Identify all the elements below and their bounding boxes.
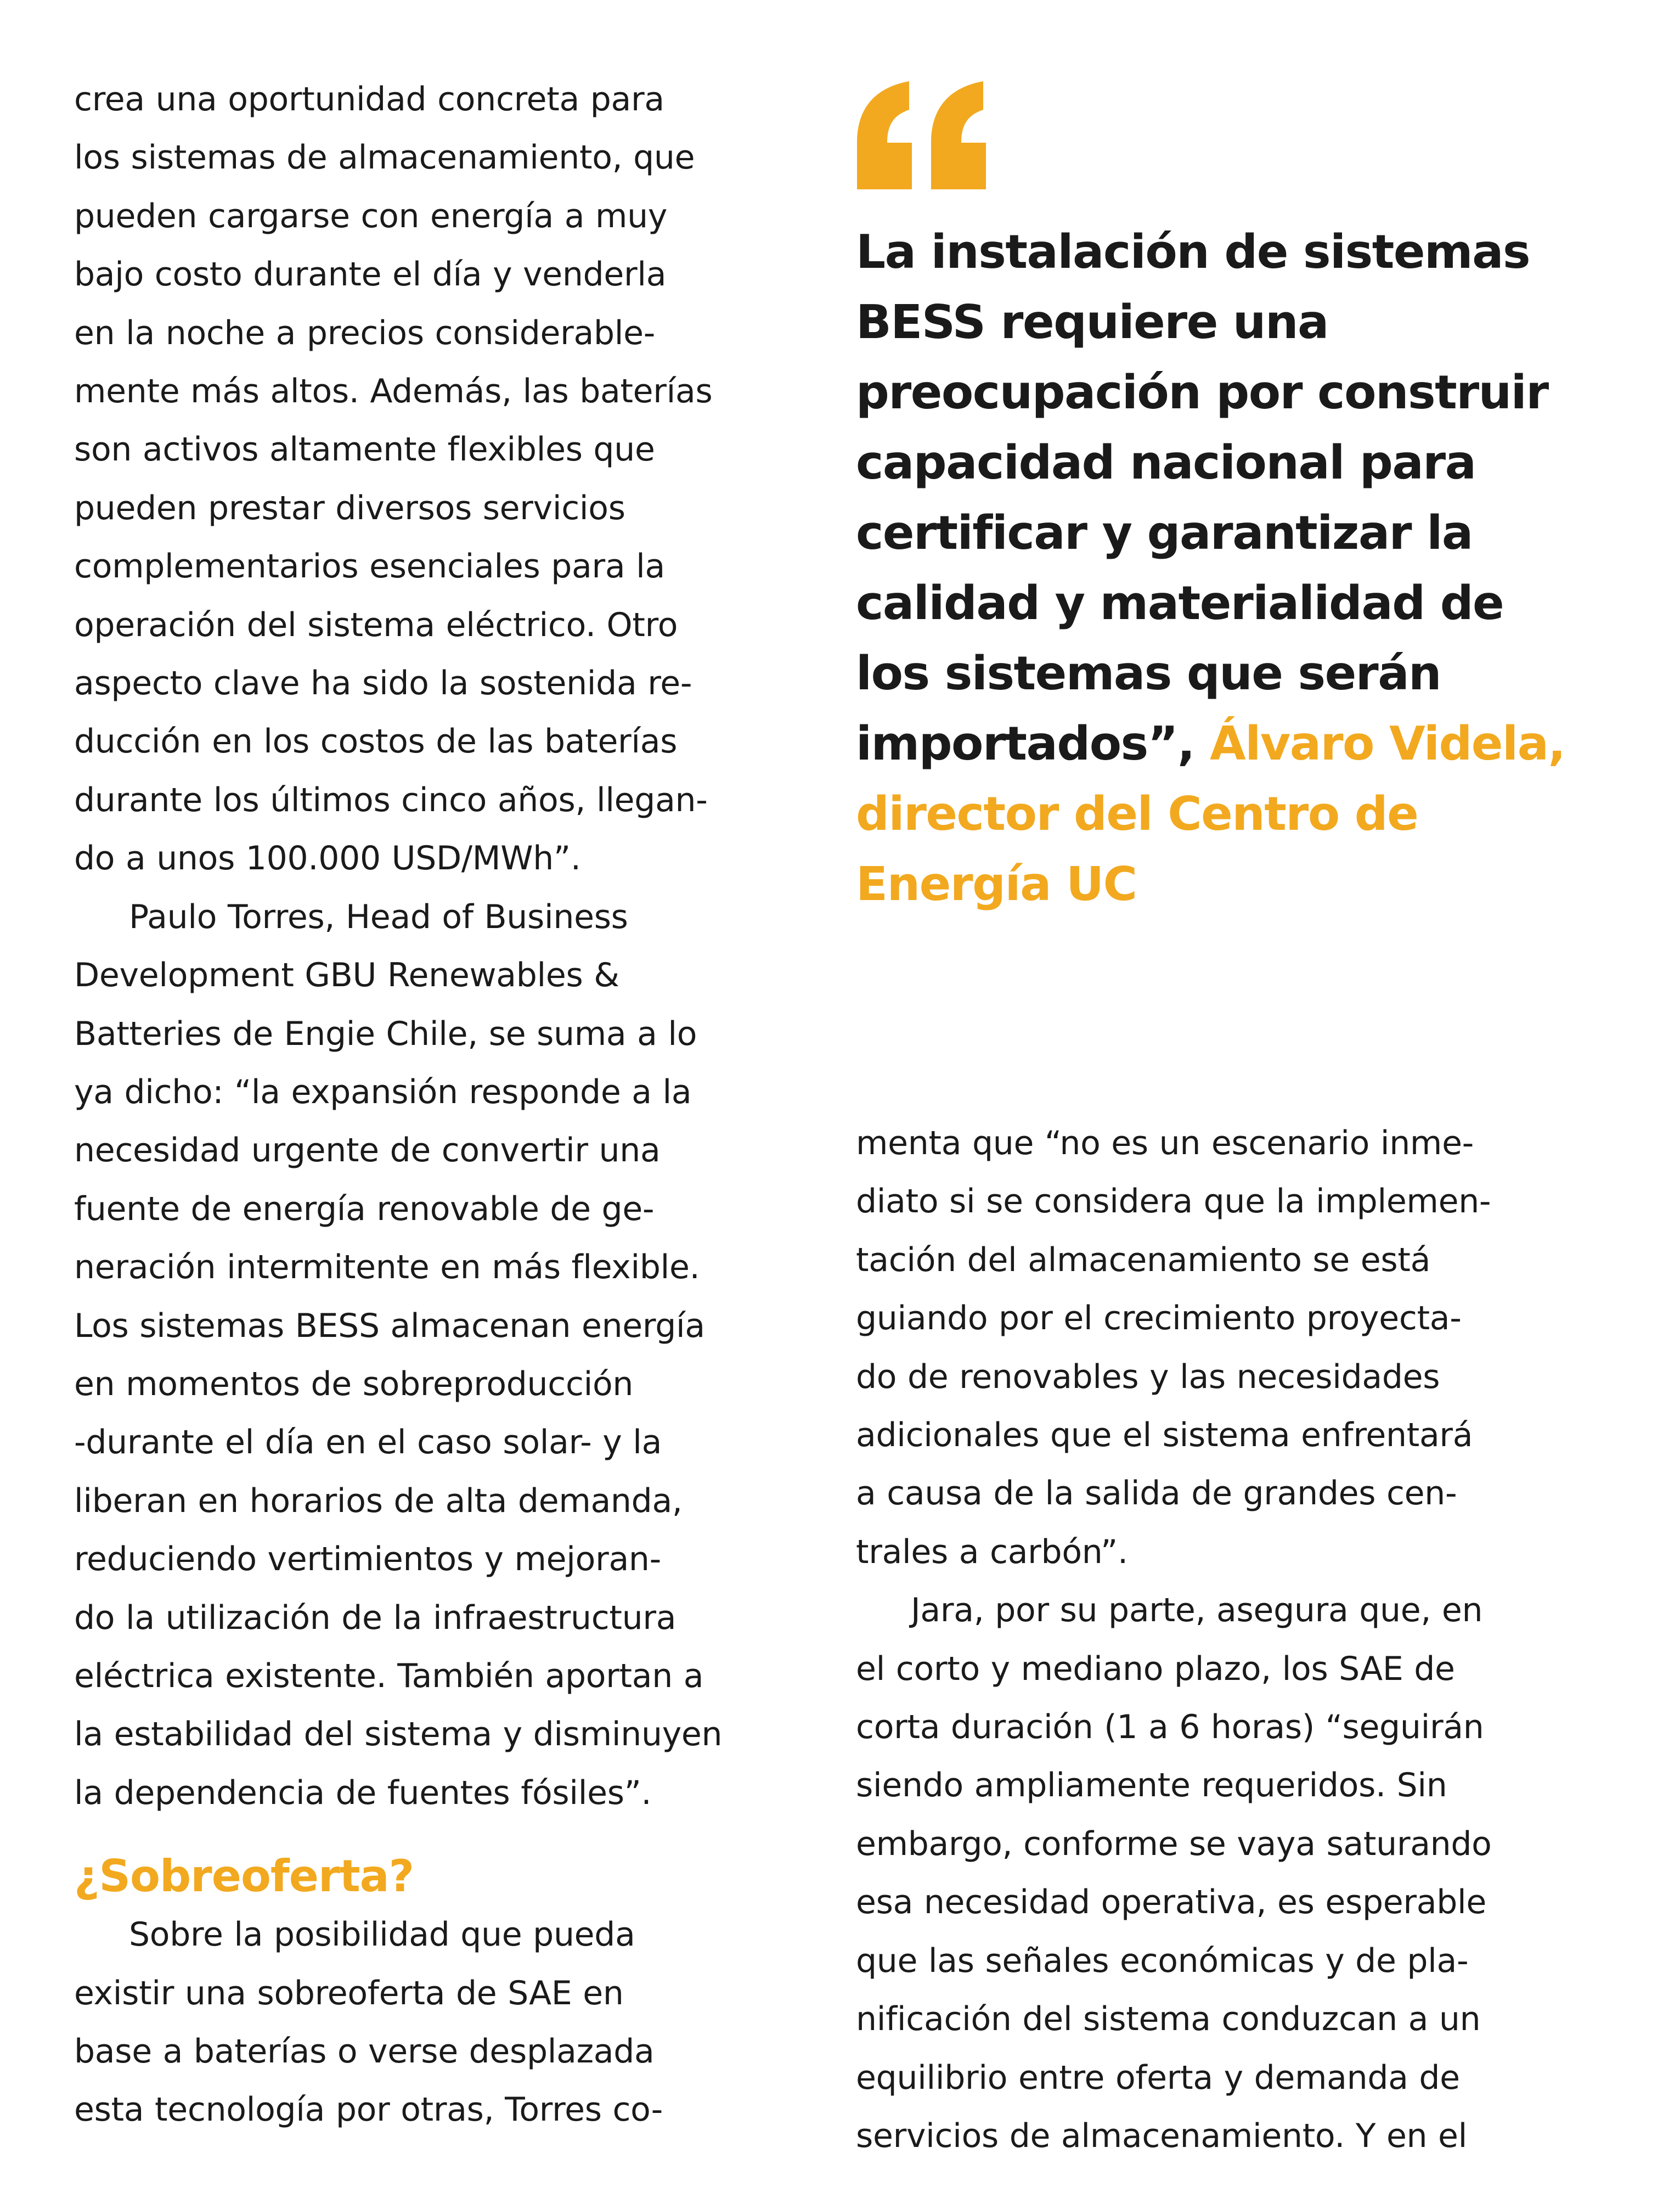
right-column — [856, 1114, 1619, 2165]
section-subheading: ¿Sobreoferta? — [74, 1851, 414, 1902]
pull-quote-text: La instalación de sistemas BESS requiere una preocupación por construir capacidad nacional para certificar y garantizar la calidad y materialidad de los sistemas que serán importados”, — [856, 225, 1548, 771]
pull-quote-attribution: Álvaro Videla, director del Centro de Energía UC — [856, 717, 1565, 912]
body-paragraph: Jara, por su parte, asegura que, en el corto y mediano plazo, los SAE de corta duración (1 a 6 horas) “seguirán siendo ampliamente requeridos. Sin embargo, conforme se vaya saturando esa necesidad operativa, es esperable que las señales económicas y de pla- nificación del sistema conduzcan a un equilibrio entre oferta y demanda de servicios de almacenamiento. Y en el — [856, 1591, 1492, 2155]
left-column — [74, 70, 801, 2139]
body-paragraph: crea una oportunidad concreta para los sistemas de almacenamiento, que pueden cargarse con energía a muy bajo costo durante el día y venderla en la noche a precios considerable- mente más altos. Además, las baterías son activos altamente flexibles que pueden prestar diversos servicios complementarios esenciales para la operación del sistema eléctrico. Otro aspecto clave ha sido la sostenida re- ducción en los costos de las baterías durante los últimos cinco años, llegan- do a unos 100.000 USD/MWh”. — [74, 80, 713, 878]
body-paragraph: Paulo Torres, Head of Business Development GBU Renewables & Batteries de Engie Chile, se suma a lo ya dicho: “la expansión responde a la necesidad urgente de convertir una fuente de energía renovable de ge- neración intermitente en más flexible. Los sistemas BESS almacenan energía en momentos de sobreproducción -durante el día en el caso solar- y la liberan en horarios de alta demanda, reduciendo vertimientos y mejoran- do la utilización de la infraestructura eléctrica existente. También aportan a la estabilidad del sistema y disminuyen la dependencia de fuentes fósiles”. — [74, 897, 723, 1812]
open-quote-icon — [852, 71, 994, 198]
body-paragraph: menta que “no es un escenario inme- diato si se considera que la implemen- tación del almacenamiento se está guiando por el crecimiento proyecta- do de renovables y las necesidades adicionales que el sistema enfrentará a causa de la salida de grandes cen- trales a carbón”. — [856, 1124, 1491, 1571]
pull-quote — [856, 217, 1657, 920]
body-paragraph: Sobre la posibilidad que pueda existir una sobreoferta de SAE en base a baterías o verse desplazada esta tecnología por otras, Torres co- — [74, 1915, 663, 2129]
